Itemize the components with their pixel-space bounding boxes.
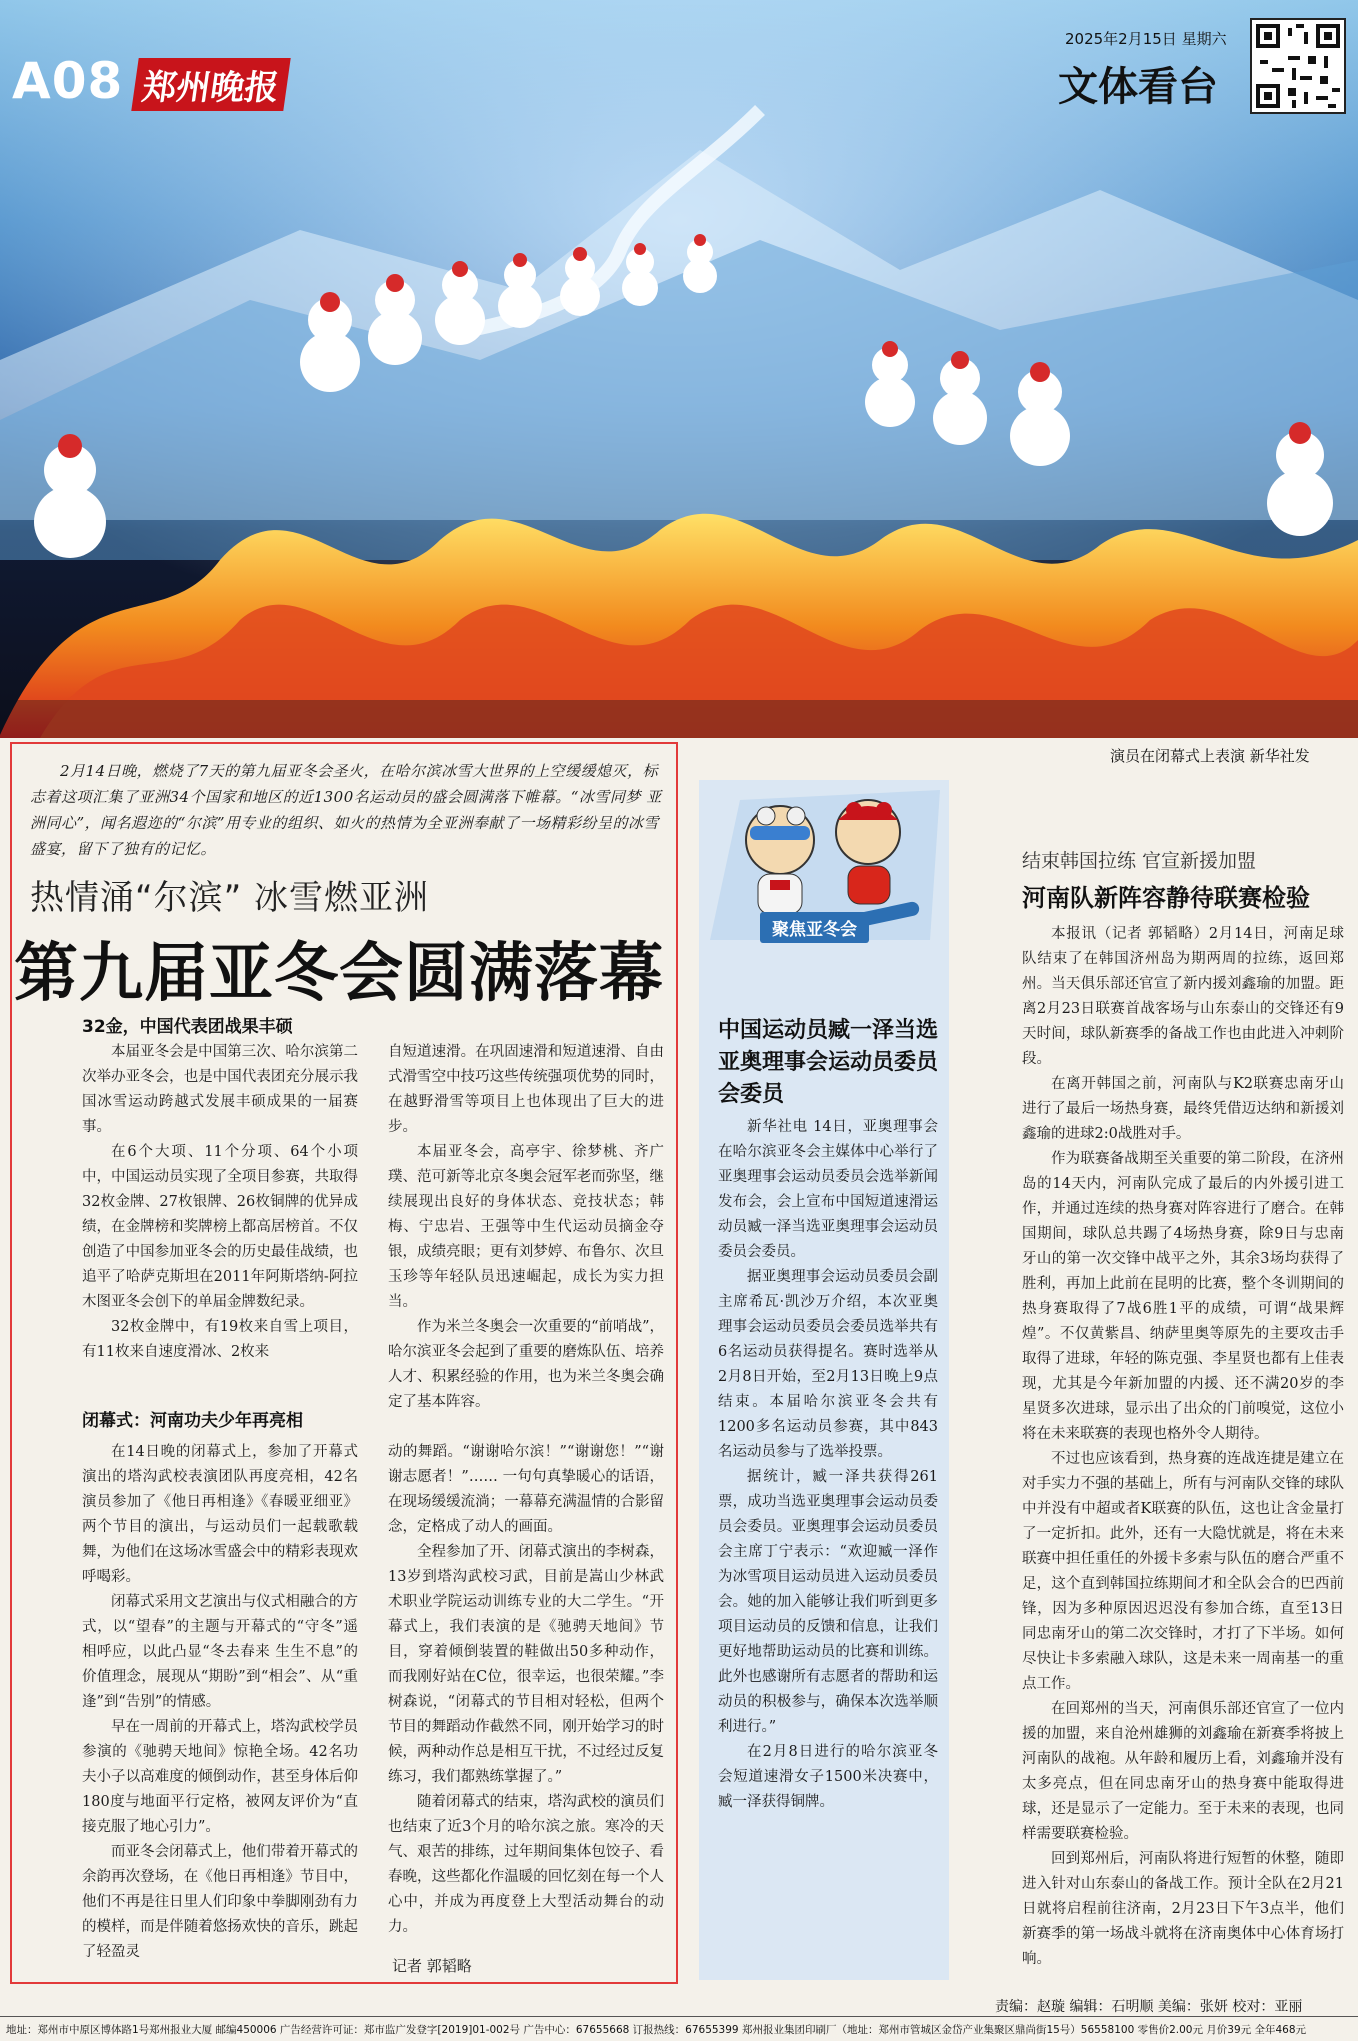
paragraph: 不过也应该看到，热身赛的连战连捷是建立在对手实力不强的基础上，所有与河南队交锋的球队中并没有中超或者K联赛的队伍，这也让含金量打了一定折扣。此外，还有一大隐忧就是，将在未来联赛中担任重任的外援卡多索与队伍的磨合严重不足，这个直到韩国拉练期间才和全队会合的巴西前锋，因为多种原因迟迟没有参加合练，直至13日同忠南牙山的第二次交锋时，才打了下半场。如何尽快让卡多索融入球队，这是未来一周南基一的重点工作。: [1022, 1451, 1344, 1692]
mid-article-title: 中国运动员臧一泽当选亚奥理事会运动员委员会委员: [718, 1018, 939, 1107]
paragraph: 早在一周前的开幕式上，塔沟武校学员参演的《驰骋天地间》惊艳全场。42名功夫小子以高难度的倾倒动作，甚至身体后仰180度与地面平行定格，被网友评价为“直接克服了地心引力”。: [82, 1719, 358, 1835]
paragraph: 新华社电 14日，亚奥理事会在哈尔滨亚冬会主媒体中心举行了亚奥理事会运动员委员会选举新闻发布会，会上宣布中国短道速滑运动员臧一泽当选亚奥理事会运动员委员会委员。: [718, 1119, 938, 1260]
paragraph: 在回郑州的当天，河南俱乐部还官宣了一位内援的加盟，来自沧州雄狮的刘鑫瑜在新赛季将披上河南队的战袍。从年龄和履历上看，刘鑫瑜并没有太多亮点，但在同忠南牙山的热身赛中能取得进球，还是显示了一定能力。至于未来的表现，也同样需要联赛检验。: [1022, 1701, 1344, 1842]
paragraph: 动的舞蹈。“谢谢哈尔滨！”“谢谢您！”“谢谢志愿者！”…… 一句句真挚暖心的话语，在现场缓缓流淌；一幕幕充满温情的合影留念，定格成了动人的画面。: [388, 1444, 664, 1535]
paragraph: 本报讯（记者 郭韬略）2月14日，河南足球队结束了在韩国济州岛为期两周的拉练，返回郑州。当天俱乐部还官宣了新内援刘鑫瑜的加盟。距离2月23日联赛首战客场与山东泰山的交锋还有9天时间，球队新赛季的备战工作也由此进入冲刺阶段。: [1022, 926, 1344, 1067]
issue-date: 2025年2月15日 星期六: [1065, 30, 1227, 48]
article-byline: 记者 郭韬略: [392, 1957, 472, 1975]
footer-divider: [0, 2016, 1358, 2017]
paragraph: 在2月8日进行的哈尔滨亚冬会短道速滑女子1500米决赛中，臧一泽获得铜牌。: [718, 1744, 938, 1810]
paragraph: 32枚金牌中，有19枚来自雪上项目，有11枚来自速度滑冰、2枚来: [82, 1319, 358, 1360]
mid-article-body: [718, 1115, 938, 1815]
article-kicker: 热情涌“尔滨” 冰雪燃亚洲: [30, 878, 430, 918]
focus-tag: 聚焦亚冬会: [760, 912, 869, 943]
paragraph: 在6个大项、11个分项、64个小项中，中国运动员实现了全项目参赛，共取得32枚金牌、27枚银牌、26枚铜牌的优异成绩，在金牌榜和奖牌榜上都高居榜首。不仅创造了中国参加亚冬会的历史最佳战绩，也追平了哈萨克斯坦在2011年阿斯塔纳-阿拉木图亚冬会创下的单届金牌数纪录。: [82, 1144, 358, 1310]
paragraph: 在离开韩国之前，河南队与K2联赛忠南牙山进行了最后一场热身赛，最终凭借迈达纳和新援刘鑫瑜的进球2:0战胜对手。: [1022, 1076, 1344, 1142]
paragraph: 作为米兰冬奥会一次重要的“前哨战”，哈尔滨亚冬会起到了重要的磨炼队伍、培养人才、积累经验的作用，也为米兰冬奥会确定了基本阵容。: [388, 1319, 664, 1410]
article-column-2a: [388, 1040, 664, 1415]
article-headline: 第九届亚冬会圆满落幕: [14, 936, 664, 1011]
section-title: 文体看台: [1058, 64, 1218, 110]
page-number: A08: [12, 52, 124, 110]
photo-caption: 演员在闭幕式上表演 新华社发: [1110, 747, 1310, 765]
subheading-closing-ceremony: 闭幕式：河南功夫少年再亮相: [82, 1411, 303, 1431]
subheading-gold-medals: 32金，中国代表团战果丰硕: [82, 1017, 293, 1037]
paragraph: 本届亚冬会是中国第三次、哈尔滨第二次举办亚冬会，也是中国代表团充分展示我国冰雪运动跨越式发展丰硕成果的一届赛事。: [82, 1044, 358, 1135]
qr-code-icon[interactable]: [1250, 18, 1346, 114]
article-column-1b: [82, 1440, 358, 1965]
lead-paragraph: 2月14日晚，燃烧了7天的第九届亚冬会圣火，在哈尔滨冰雪大世界的上空缓缓熄灭，标志着这项汇集了亚洲34个国家和地区的近1300名运动员的盛会圆满落下帷幕。“冰雪同梦 亚洲同心”，闻名遐迩的“尔滨”用专业的组织、如火的热情为全亚洲奉献了一场精彩纷呈的冰雪盛宴，留下了独有的记忆。: [30, 762, 662, 858]
article-column-2b: [388, 1440, 664, 1940]
paragraph: 闭幕式采用文艺演出与仪式相融合的方式，以“望春”的主题与开幕式的“守冬”遥相呼应，以此凸显“冬去春来 生生不息”的价值理念，展现从“期盼”到“相会”、从“重逢”到“告别”的情感。: [82, 1594, 358, 1710]
paragraph: 作为联赛备战期至关重要的第二阶段，在济州岛的14天内，河南队完成了最后的内外援引进工作，并通过连续的热身赛对阵容进行了磨合。在韩国期间，球队总共踢了4场热身赛，除9日与忠南牙山的第一次交锋中战平之外，其余3场均获得了胜利，再加上此前在昆明的比赛，整个冬训期间的热身赛取得了7战6胜1平的成绩，可谓“战果辉煌”。不仅黄紫昌、纳萨里奥等原先的主要攻击手取得了进球，年轻的陈克强、李星贤也都有上佳表现，尤其是今年新加盟的内援、还不满20岁的李星贤多次进球，显示出了出众的门前嗅觉，这位小将在未来联赛的表现也格外令人期待。: [1022, 1151, 1344, 1442]
right-article-kicker: 结束韩国拉练 官宣新援加盟: [1022, 850, 1257, 872]
paragraph: 随着闭幕式的结束，塔沟武校的演员们也结束了近3个月的哈尔滨之旅。寒冷的天气、艰苦的排练，过年期间集体包饺子、看春晚，这些都化作温暖的回忆刻在每一个人心中，并成为再度登上大型活动舞台的动力。: [388, 1794, 664, 1935]
paragraph: 据统计，臧一泽共获得261票，成功当选亚奥理事会运动员委员会委员。亚奥理事会运动员委员会主席丁宁表示：“欢迎臧一泽作为冰雪项目运动员进入运动员委员会。她的加入能够让我们听到更多项目运动员的反馈和信息，让我们更好地帮助运动员的比赛和训练。此外也感谢所有志愿者的帮助和运动员的积极参与，确保本次选举顺利进行。”: [718, 1469, 938, 1735]
paragraph: 而亚冬会闭幕式上，他们带着开幕式的余韵再次登场，在《他日再相逢》节目中，他们不再是往日里人们印象中拳脚刚劲有力的模样，而是伴随着悠扬欢快的音乐，跳起了轻盈灵: [82, 1844, 358, 1960]
paragraph: 在14日晚的闭幕式上，参加了开幕式演出的塔沟武校表演团队再度亮相，42名演员参加了《他日再相逢》《春暖亚细亚》两个节目的演出，与运动员们一起载歌载舞，为他们在这场冰雪盛会中的精彩表现欢呼喝彩。: [82, 1444, 358, 1585]
article-column-1a: [82, 1040, 358, 1365]
paragraph: 本届亚冬会，高亭宇、徐梦桃、齐广璞、范可新等北京冬奥会冠军老而弥坚，继续展现出良好的身体状态、竞技状态；韩梅、宁忠岩、王强等中生代运动员摘金夺银，成绩亮眼；更有刘梦婷、布鲁尔、次旦玉珍等年轻队员迅速崛起，成长为实力担当。: [388, 1144, 664, 1310]
paragraph: 回到郑州后，河南队将进行短暂的休整，随即进入针对山东泰山的备战工作。预计全队在2月21日就将启程前往济南，2月23日下午3点半，他们新赛季的第一场战斗就将在济南奥体中心体育场打响。: [1022, 1851, 1344, 1967]
paragraph: 据亚奥理事会运动员委员会副主席希瓦·凯沙万介绍，本次亚奥理事会运动员委员会委员选举共有6名运动员获得提名。赛时选举从2月8日开始，至2月13日晚上9点结束。本届哈尔滨亚冬会共有1200多名运动员参赛，其中843名运动员参与了选举投票。: [718, 1269, 938, 1460]
right-article-body: [1022, 922, 1344, 1972]
right-article-title: 河南队新阵容静待联赛检验: [1022, 884, 1310, 912]
paragraph: 自短道速滑。在巩固速滑和短道速滑、自由式滑雪空中技巧这些传统强项优势的同时，在越野滑雪等项目上也体现出了巨大的进步。: [388, 1044, 664, 1135]
publisher-footer: 地址：郑州市中原区博体路1号郑州报业大厦 邮编450006 广告经营许可证：郑市监广发登字[2019]01-002号 广告中心：67655668 订报热线：67655399 郑州报业集团印刷厂（地址：郑州市管城区金岱产业集聚区鼎尚街15号）56558100 零售价2.00元 月价39元 全年468元: [6, 2024, 1307, 2036]
editor-credits: 责编：赵璇 编辑：石明顺 美编：张妍 校对：亚丽: [995, 1999, 1303, 2015]
newspaper-logo: 郑州晚报: [131, 58, 290, 111]
paragraph: 全程参加了开、闭幕式演出的李树森，13岁到塔沟武校习武，目前是嵩山少林武术职业学院运动训练专业的大二学生。“开幕式上，我们表演的是《驰骋天地间》节目，穿着倾倒装置的鞋做出50多种动作，而我刚好站在C位，很幸运，也很荣耀。”李树森说，“闭幕式的节目相对轻松，但两个节目的舞蹈动作截然不同，刚开始学习的时候，两种动作总是相互干扰，不过经过反复练习，我们都熟练掌握了。”: [388, 1544, 664, 1785]
